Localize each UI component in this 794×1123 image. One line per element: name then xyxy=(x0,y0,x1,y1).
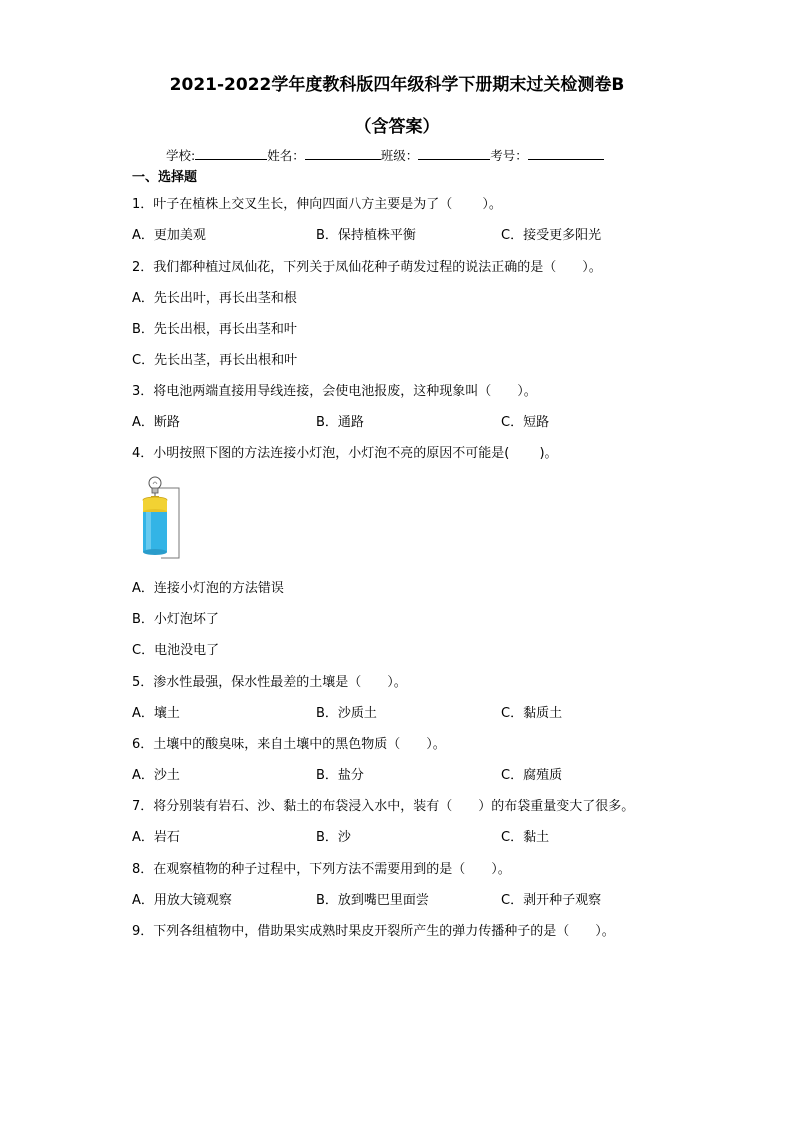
question-1: 1．叶子在植株上交叉生长，伸向四面八方主要是为了（ ）。 xyxy=(132,197,502,212)
question-5: 5．渗水性最强，保水性最差的土壤是（ ）。 xyxy=(132,675,407,690)
question-8: 8．在观察植物的种子过程中，下列方法不需要用到的是（ ）。 xyxy=(132,862,511,877)
option-b[interactable]: B．沙质土 xyxy=(316,706,377,721)
question-4: 4．小明按照下图的方法连接小灯泡，小灯泡不亮的原因不可能是( )。 xyxy=(132,446,558,461)
option-a[interactable]: A．沙土 xyxy=(132,768,180,783)
class-label: 班级： xyxy=(380,148,419,163)
option-b[interactable]: B．通路 xyxy=(316,415,364,430)
option-b[interactable]: B．放到嘴巴里面尝 xyxy=(316,893,429,908)
option-c[interactable]: C．剥开种子观察 xyxy=(501,893,602,908)
option-b[interactable]: B．先长出根，再长出茎和叶 xyxy=(132,322,297,337)
school-blank[interactable] xyxy=(195,147,267,160)
option-b[interactable]: B．小灯泡坏了 xyxy=(132,612,219,627)
exam-no-blank[interactable] xyxy=(528,147,604,160)
option-a[interactable]: A．用放大镜观察 xyxy=(132,893,232,908)
circuit-figure xyxy=(133,472,183,562)
option-b[interactable]: B．盐分 xyxy=(316,768,364,783)
circuit-svg xyxy=(133,472,183,562)
section-heading: 一、选择题 xyxy=(132,170,198,185)
option-b[interactable]: B．保持植株平衡 xyxy=(316,228,416,243)
option-c[interactable]: C．接受更多阳光 xyxy=(501,228,602,243)
question-7: 7．将分别装有岩石、沙、黏土的布袋浸入水中，装有（ ）的布袋重量变大了很多。 xyxy=(132,799,635,814)
option-a[interactable]: A．连接小灯泡的方法错误 xyxy=(132,581,284,596)
option-a[interactable]: A．断路 xyxy=(132,415,180,430)
exam-title: 2021-2022学年度教科版四年级科学下册期末过关检测卷B xyxy=(169,75,625,95)
question-9: 9．下列各组植物中，借助果实成熟时果皮开裂所产生的弹力传播种子的是（ ）。 xyxy=(132,924,615,939)
question-3: 3．将电池两端直接用导线连接，会使电池报废，这种现象叫（ ）。 xyxy=(132,384,537,399)
exam-no-label: 考号： xyxy=(490,148,528,163)
student-info-row xyxy=(166,146,604,164)
option-a[interactable]: A．岩石 xyxy=(132,830,180,845)
option-c[interactable]: C．腐殖质 xyxy=(501,768,563,783)
school-label: 学校: xyxy=(166,148,196,163)
exam-subtitle: （含答案） xyxy=(354,117,440,137)
option-c[interactable]: C．黏土 xyxy=(501,830,550,845)
question-2: 2．我们都种植过凤仙花，下列关于凤仙花种子萌发过程的说法正确的是（ ）。 xyxy=(132,260,602,275)
name-label: 姓名： xyxy=(267,148,305,163)
option-c[interactable]: C．短路 xyxy=(501,415,550,430)
question-6: 6．土壤中的酸臭味，来自土壤中的黑色物质（ ）。 xyxy=(132,737,446,752)
light-bulb-icon xyxy=(149,477,161,498)
option-a[interactable]: A．壤土 xyxy=(132,706,180,721)
option-a[interactable]: A．先长出叶，再长出茎和根 xyxy=(132,291,297,306)
class-blank[interactable] xyxy=(418,147,490,160)
battery-icon xyxy=(143,496,167,555)
option-c[interactable]: C．电池没电了 xyxy=(132,643,220,658)
name-blank[interactable] xyxy=(305,147,381,160)
option-c[interactable]: C．先长出茎，再长出根和叶 xyxy=(132,353,298,368)
option-b[interactable]: B．沙 xyxy=(316,830,351,845)
option-a[interactable]: A．更加美观 xyxy=(132,228,206,243)
option-c[interactable]: C．黏质土 xyxy=(501,706,563,721)
